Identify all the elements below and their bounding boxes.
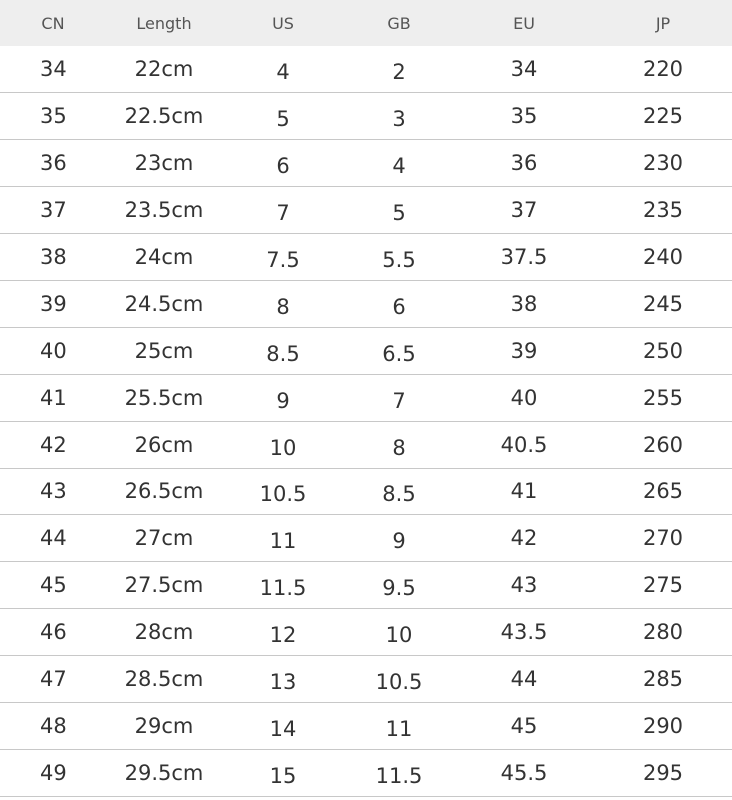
cell-cn: 39 [0,280,106,327]
table-row [0,468,732,515]
cell-jp: 250 [594,327,732,374]
cell-length: 24cm [106,234,222,281]
cell-us: 8.5 [222,327,344,374]
cell-eu: 38 [454,280,594,327]
cell-gb: 2 [344,46,454,93]
cell-cn: 41 [0,374,106,421]
cell-cn: 42 [0,421,106,468]
cell-us: 7.5 [222,234,344,281]
cell-jp: 245 [594,280,732,327]
cell-cn: 40 [0,327,106,374]
cell-cn: 44 [0,515,106,562]
cell-length: 29.5cm [106,749,222,796]
cell-eu: 41 [454,468,594,515]
cell-length: 23.5cm [106,187,222,234]
table-row [0,280,732,327]
cell-length: 29cm [106,702,222,749]
cell-gb: 6.5 [344,327,454,374]
cell-gb: 9 [344,515,454,562]
cell-gb: 3 [344,93,454,140]
cell-us: 13 [222,656,344,703]
cell-jp: 255 [594,374,732,421]
table-row [0,609,732,656]
cell-length: 25cm [106,327,222,374]
cell-length: 26cm [106,421,222,468]
cell-cn: 45 [0,562,106,609]
header-us: US [272,13,294,33]
table-header-row [0,0,732,46]
cell-us: 9 [222,374,344,421]
cell-us: 5 [222,93,344,140]
cell-length: 22.5cm [106,93,222,140]
cell-gb: 8 [344,421,454,468]
table-row [0,374,732,421]
cell-gb: 6 [344,280,454,327]
cell-gb: 5 [344,187,454,234]
cell-length: 24.5cm [106,280,222,327]
table-row [0,421,732,468]
cell-us: 6 [222,140,344,187]
header-cn: CN [41,13,65,33]
cell-us: 10 [222,421,344,468]
cell-gb: 11.5 [344,749,454,796]
cell-jp: 220 [594,46,732,93]
cell-cn: 37 [0,187,106,234]
cell-gb: 10.5 [344,656,454,703]
cell-gb: 7 [344,374,454,421]
cell-us: 15 [222,749,344,796]
header-length: Length [136,13,192,33]
cell-cn: 48 [0,702,106,749]
cell-jp: 225 [594,93,732,140]
cell-eu: 45 [454,702,594,749]
cell-us: 10.5 [222,468,344,515]
cell-length: 27.5cm [106,562,222,609]
table-row [0,656,732,703]
cell-eu: 40.5 [454,421,594,468]
cell-gb: 11 [344,702,454,749]
cell-eu: 36 [454,140,594,187]
cell-gb: 5.5 [344,234,454,281]
table-row [0,187,732,234]
cell-us: 4 [222,46,344,93]
cell-jp: 285 [594,656,732,703]
cell-jp: 270 [594,515,732,562]
cell-us: 8 [222,280,344,327]
cell-us: 7 [222,187,344,234]
cell-jp: 265 [594,468,732,515]
header-eu: EU [513,13,535,33]
header-jp: JP [655,13,671,33]
cell-cn: 35 [0,93,106,140]
cell-eu: 42 [454,515,594,562]
cell-gb: 4 [344,140,454,187]
cell-cn: 43 [0,468,106,515]
cell-gb: 10 [344,609,454,656]
cell-jp: 230 [594,140,732,187]
cell-length: 26.5cm [106,468,222,515]
header-gb: GB [387,13,411,33]
cell-cn: 49 [0,749,106,796]
table-row [0,93,732,140]
cell-cn: 36 [0,140,106,187]
cell-jp: 290 [594,702,732,749]
table-row [0,749,732,796]
cell-us: 14 [222,702,344,749]
cell-length: 28.5cm [106,656,222,703]
cell-eu: 43.5 [454,609,594,656]
cell-gb: 9.5 [344,562,454,609]
cell-eu: 40 [454,374,594,421]
cell-length: 28cm [106,609,222,656]
cell-eu: 37 [454,187,594,234]
cell-length: 22cm [106,46,222,93]
cell-cn: 47 [0,656,106,703]
cell-length: 27cm [106,515,222,562]
cell-us: 11.5 [222,562,344,609]
cell-gb: 8.5 [344,468,454,515]
cell-eu: 35 [454,93,594,140]
cell-cn: 34 [0,46,106,93]
cell-jp: 275 [594,562,732,609]
cell-eu: 39 [454,327,594,374]
table-row [0,327,732,374]
cell-jp: 295 [594,749,732,796]
cell-eu: 34 [454,46,594,93]
cell-eu: 44 [454,656,594,703]
table-row [0,46,732,93]
cell-jp: 235 [594,187,732,234]
cell-cn: 46 [0,609,106,656]
cell-cn: 38 [0,234,106,281]
table-row [0,562,732,609]
cell-eu: 45.5 [454,749,594,796]
cell-jp: 260 [594,421,732,468]
cell-us: 11 [222,515,344,562]
cell-length: 23cm [106,140,222,187]
cell-eu: 37.5 [454,234,594,281]
cell-jp: 240 [594,234,732,281]
cell-us: 12 [222,609,344,656]
cell-eu: 43 [454,562,594,609]
table-row [0,140,732,187]
table-row [0,702,732,749]
table-row [0,515,732,562]
cell-length: 25.5cm [106,374,222,421]
cell-jp: 280 [594,609,732,656]
table-row [0,234,732,281]
